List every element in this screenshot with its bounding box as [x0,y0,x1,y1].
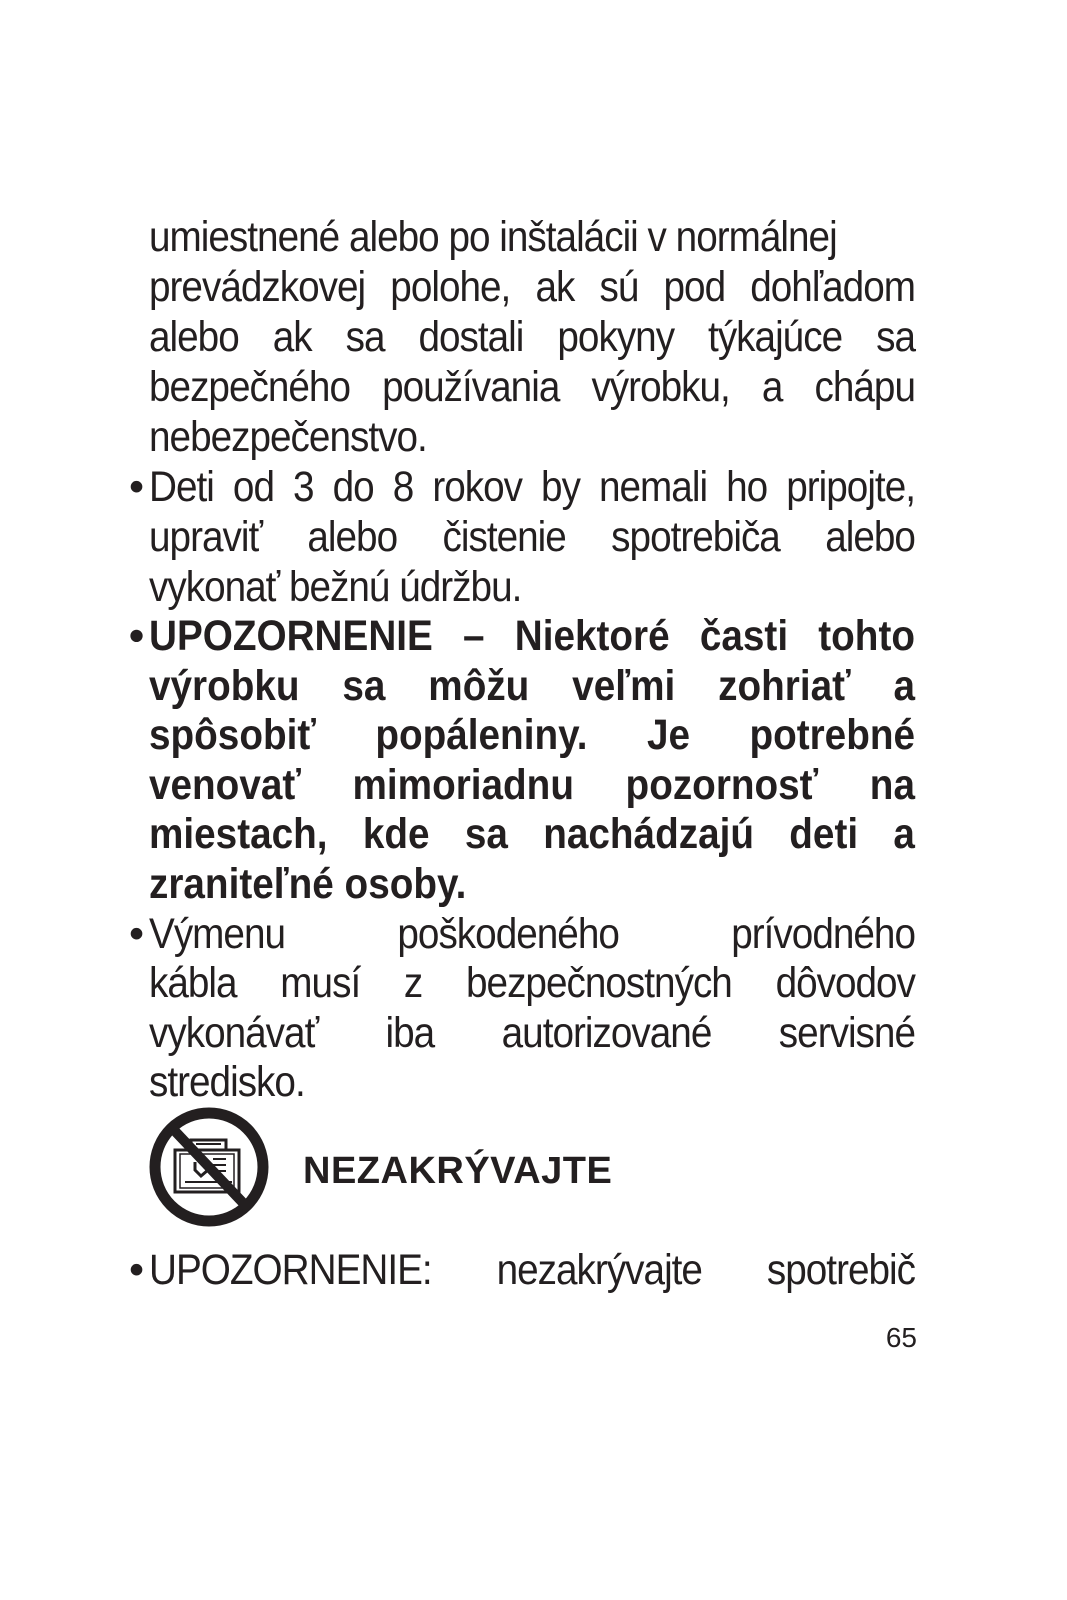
word: Deti [149,463,214,511]
text-line: nebezpečenstvo. [149,413,427,461]
word: iba [385,1009,435,1057]
text-line: umiestnené alebo po inštalácii v normálnej [149,213,837,261]
word: výrobku [149,662,300,710]
word: sú [599,263,639,311]
bullet-marker: • [129,910,143,958]
word: do [332,463,374,511]
bullet-marker: • [129,463,143,511]
word: týkajúce [708,313,843,361]
word: prívodného [731,910,915,958]
word: UPOZORNENIE [149,612,433,660]
text-line: stredisko. [149,1058,305,1106]
text-line [149,262,915,312]
word: sa [464,810,508,858]
warning-line [149,710,915,760]
word: rokov [432,463,523,511]
word: musí [280,959,361,1007]
bullet-line [149,462,915,512]
warning-line [149,611,915,661]
word: a [893,662,915,710]
word: alebo [307,513,398,561]
word: používania [382,363,560,411]
word: Je [646,711,690,759]
word: mimoriadnu [352,761,574,809]
word: kábla [149,959,237,1007]
word: sa [342,662,386,710]
word: potrebné [749,711,915,759]
bullet-line [149,909,915,959]
word: – [463,612,485,660]
text-line: vykonať bežnú údržbu. [149,563,522,611]
word: môžu [428,662,530,710]
word: poškodeného [397,910,619,958]
do-not-cover-icon [148,1104,270,1230]
word: Niektoré [514,612,670,660]
text-line [149,1008,915,1058]
word: kde [362,810,430,858]
word: autorizované [501,1009,712,1057]
word: nemali [598,463,708,511]
word: by [541,463,580,511]
word: nachádzajú [543,810,754,858]
warning-line [149,760,915,810]
word: na [869,761,915,809]
word: od [232,463,274,511]
word: ak [535,263,575,311]
word: pozornosť [625,761,819,809]
word: a [761,363,783,411]
word: pokyny [557,313,675,361]
word: dohľadom [750,263,915,311]
warning-line: zraniteľné osoby. [149,860,467,908]
word: spotrebič [766,1246,915,1294]
word: UPOZORNENIE: [149,1246,432,1294]
word: sa [876,313,915,361]
text-line [149,958,915,1008]
warning-heading: NEZAKRÝVAJTE [303,1150,613,1192]
word: prevádzkovej [149,263,366,311]
word: ho [726,463,768,511]
word: alebo [825,513,915,561]
word: bezpečnostných [466,959,732,1007]
text-line [149,362,915,412]
word: pripojte, [786,463,915,511]
bullet-marker: • [129,612,145,660]
word: a [893,810,915,858]
bullet-line [149,1245,915,1295]
word: popáleniny. [375,711,588,759]
word: tohto [818,612,915,660]
word: výrobku, [591,363,730,411]
page-number: 65 [885,1322,917,1353]
word: ak [272,313,312,361]
word: servisné [778,1009,915,1057]
word: bezpečného [149,363,350,411]
word: dostali [418,313,524,361]
word: nezakrývajte [496,1246,702,1294]
word: zohriať [718,662,851,710]
word: chápu [814,363,915,411]
word: 3 [293,463,314,511]
word: spôsobiť [149,711,316,759]
word: veľmi [572,662,676,710]
word: upraviť [149,513,262,561]
word: sa [345,313,385,361]
word: venovať [149,761,301,809]
word: časti [699,612,789,660]
word: čistenie [442,513,566,561]
bullet-marker: • [129,1246,143,1294]
word: dôvodov [775,959,915,1007]
text-line [149,512,915,562]
warning-line [149,661,915,711]
word: z [403,959,423,1007]
word: alebo [149,313,239,361]
warning-line [149,809,915,859]
word: deti [789,810,859,858]
word: Výmenu [149,910,286,958]
word: 8 [392,463,414,511]
word: pod [663,263,726,311]
word: spotrebiča [611,513,780,561]
word: vykonávať [149,1009,319,1057]
text-line [149,312,915,362]
word: miestach, [149,810,328,858]
word: polohe, [390,263,511,311]
